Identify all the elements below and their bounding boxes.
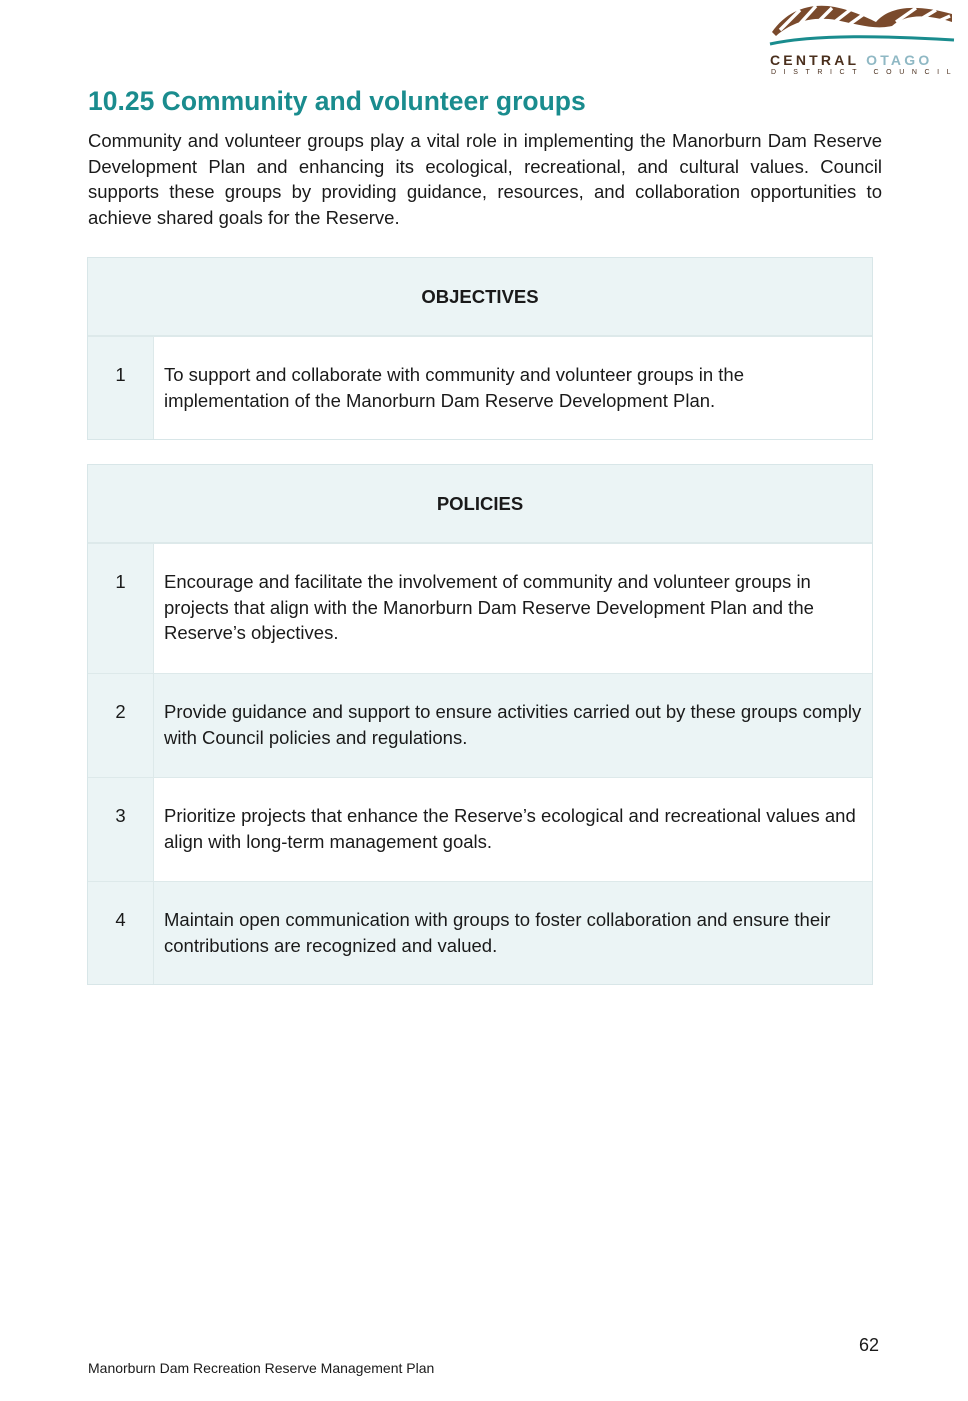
row-text: Encourage and facilitate the involvement of community and volunteer groups in projects that align with the Manorburn Dam Reserve Development Plan and the Reserve’s objectives. <box>153 544 872 673</box>
table-row <box>88 673 872 777</box>
row-text: To support and collaborate with community and volunteer groups in the implementation of the Manorburn Dam Reserve Development Plan. <box>153 337 872 439</box>
section-heading: 10.25 Community and volunteer groups <box>88 86 586 116</box>
policies-header: POLICIES <box>88 465 872 543</box>
table-row <box>88 777 872 881</box>
row-text: Provide guidance and support to ensure activities carried out by these groups comply with Council policies and regulations. <box>153 674 872 777</box>
logo-wordmark: CENTRAL OTAGO <box>770 52 933 68</box>
policies-table <box>87 464 873 985</box>
table-row <box>88 543 872 673</box>
page-number: 62 <box>859 1335 880 1355</box>
row-number: 1 <box>88 337 153 439</box>
row-number: 1 <box>88 544 153 673</box>
row-text: Prioritize projects that enhance the Reserve’s ecological and recreational values and align with long-term management goals. <box>153 778 872 881</box>
row-number: 4 <box>88 882 153 984</box>
table-row <box>88 336 872 439</box>
objectives-header: OBJECTIVES <box>88 258 872 336</box>
intro-paragraph: Community and volunteer groups play a vital role in implementing the Manorburn Dam Reserve Development Plan and enhancing its ecological, recreational, and cultural values. Council supports these groups by providing guidance, resources, and collaboration opportunities to achieve shared goals for the Reserve. <box>88 130 882 228</box>
row-text: Maintain open communication with groups to foster collaboration and ensure their contributions are recognized and valued. <box>153 882 872 984</box>
logo-subtitle: DISTRICT COUNCIL <box>771 69 959 76</box>
footer-title: Manorburn Dam Recreation Reserve Management Plan <box>88 1360 435 1376</box>
objectives-table <box>87 257 873 440</box>
council-logo <box>766 0 958 80</box>
hills-icon <box>766 0 958 52</box>
row-number: 3 <box>88 778 153 881</box>
table-row <box>88 881 872 984</box>
row-number: 2 <box>88 674 153 777</box>
